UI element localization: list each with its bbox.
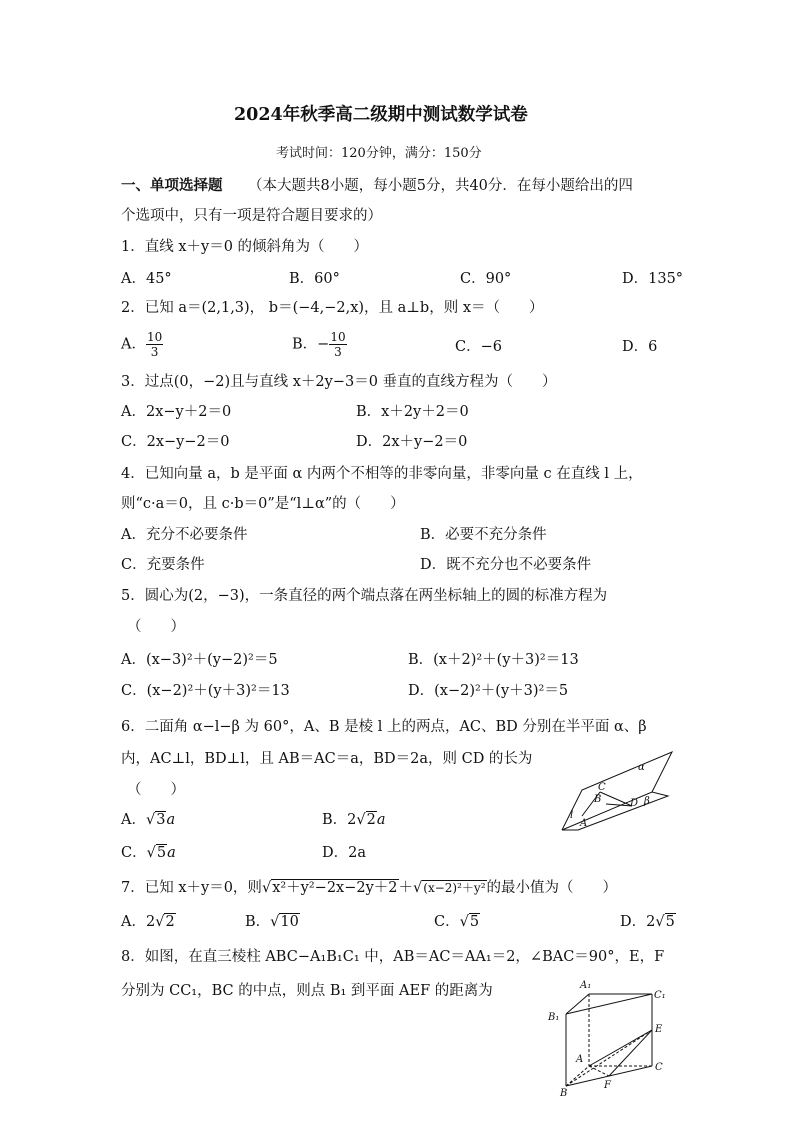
plus-sign: ＋	[398, 880, 414, 896]
q2-option-b-fraction	[329, 330, 346, 359]
var-a: a	[167, 845, 176, 861]
question-5-stem-cont: （ ）	[127, 619, 185, 635]
q7-option-a-label: A．2	[121, 914, 156, 930]
q1-option-a: A．45°	[121, 271, 172, 287]
q7-option-d-label: D．2	[620, 914, 656, 930]
q2-option-a-fraction	[146, 330, 163, 359]
radicand: 3	[156, 812, 166, 828]
q7-option-c-label: C．	[434, 914, 460, 930]
label-a1: A₁	[580, 980, 592, 991]
sqrt-sign: √	[459, 914, 469, 930]
q6-option-c	[121, 844, 176, 862]
question-6-stem-paren: （ ）	[127, 782, 185, 798]
question-6-stem: 6．二面角 α−l−β 为 60°，A、B 是棱 l 上的两点，AC、BD 分别在半平面 α、β	[121, 719, 647, 735]
q4-option-a: A．充分不必要条件	[121, 527, 248, 543]
label-c: C	[598, 782, 606, 793]
q6-option-b-label: B．2	[322, 812, 357, 828]
q6-option-b	[322, 811, 386, 829]
q4-option-c: C．充要条件	[121, 557, 205, 573]
q2-option-b-label: B．−	[292, 336, 330, 353]
segment-ef	[609, 1030, 652, 1076]
q5-option-d: D．(x−2)²＋(y＋3)²＝5	[408, 683, 569, 699]
numerator: 10	[330, 330, 346, 344]
label-l: l	[570, 810, 574, 821]
q7-option-c	[434, 913, 480, 931]
q3-option-b: B．x＋2y＋2＝0	[356, 404, 469, 420]
q7-stem-pre: 7．已知 x＋y＝0，则	[121, 880, 262, 896]
question-2-stem: 2．已知 a＝(2,1,3)， b＝(−4,−2,x)，且 a⊥b，则 x＝（ ）	[121, 300, 544, 316]
denominator: 3	[150, 345, 159, 359]
question-6-stem-cont: 内，AC⊥l，BD⊥l，且 AB＝AC＝a，BD＝2a，则 CD 的长为	[121, 751, 533, 767]
edge-b1-c1	[566, 994, 652, 1014]
exam-info: 考试时间：120分钟，满分：150分	[276, 146, 482, 161]
q1-option-b: B．60°	[289, 271, 340, 287]
label-e: E	[655, 1024, 663, 1035]
q6-option-a-label: A．	[121, 812, 146, 828]
radicand: 5	[665, 914, 675, 930]
dihedral-figure	[560, 752, 674, 832]
sqrt-sign: √	[413, 880, 423, 896]
q4-option-d: D．既不充分也不必要条件	[420, 557, 592, 573]
q5-option-a: A．(x−3)²＋(y−2)²＝5	[121, 652, 278, 668]
sqrt-sign: √	[146, 845, 156, 861]
q7-stem-post: 的最小值为（ ）	[486, 880, 618, 896]
q6-option-a	[121, 811, 175, 829]
q1-option-c: C．90°	[460, 271, 512, 287]
label-a: A	[576, 1054, 584, 1065]
q2-option-d: D．6	[622, 339, 658, 355]
label-a: A	[580, 818, 588, 829]
radicand: 10	[280, 914, 299, 930]
q3-option-d: D．2x＋y−2＝0	[356, 434, 468, 450]
q5-option-b: B．(x＋2)²＋(y＋3)²＝13	[408, 652, 579, 668]
prism-figure	[544, 978, 674, 1099]
label-d: D	[630, 798, 639, 809]
radicand: 2	[366, 812, 376, 828]
q7-option-b-label: B．	[245, 914, 271, 930]
sqrt-sign: √	[155, 914, 165, 930]
q1-option-d: D．135°	[622, 271, 684, 287]
q4-option-b: B．必要不充分条件	[420, 527, 547, 543]
q2-option-c: C．−6	[455, 339, 502, 355]
plane-alpha-edge	[562, 752, 672, 830]
sqrt-sign: √	[655, 914, 665, 930]
q6-option-d: D．2a	[322, 845, 366, 861]
section-heading: 一、单项选择题	[121, 177, 223, 194]
denominator: 3	[334, 345, 342, 359]
q3-option-c: C．2x−y−2＝0	[121, 434, 230, 450]
segment-cd	[600, 792, 632, 806]
label-c1: C₁	[654, 990, 666, 1001]
question-8-stem-cont: 分别为 CC₁，BC 的中点，则点 B₁ 到平面 AEF 的距离为	[121, 983, 493, 999]
q2-option-a	[121, 330, 163, 359]
label-b1: B₁	[548, 1012, 560, 1023]
q2-option-a-label: A．	[121, 336, 146, 353]
numerator: 10	[146, 330, 163, 344]
question-7-stem	[121, 879, 617, 897]
label-c: C	[655, 1062, 663, 1073]
label-f: F	[604, 1080, 611, 1091]
q6-option-c-label: C．	[121, 845, 147, 861]
section-instructions: （本大题共8小题，每小题5分，共40分．在每小题给出的四	[248, 178, 633, 194]
question-1-stem: 1．直线 x＋y＝0 的倾斜角为（ ）	[121, 239, 369, 255]
q7-option-a	[121, 913, 176, 931]
label-alpha: α	[638, 762, 645, 773]
sqrt-sign: √	[145, 812, 156, 828]
radicand: 5	[469, 914, 480, 930]
radicand: 5	[156, 845, 167, 861]
section-instructions-cont: 个选项中，只有一项是符合题目要求的）	[121, 208, 382, 224]
q3-option-a: A．2x−y＋2＝0	[121, 404, 232, 420]
question-4-stem: 4．已知向量 a，b 是平面 α 内两个不相等的非零向量，非零向量 c 在直线 l 上，	[121, 466, 643, 482]
radicand: 2	[165, 914, 175, 930]
var-a: a	[376, 812, 386, 828]
sqrt-sign: √	[270, 914, 280, 930]
question-4-stem-cont: 则“c·a＝0，且 c·b＝0”是“l⊥α”的（ ）	[121, 496, 405, 512]
question-8-stem: 8．如图，在直三棱柱 ABC−A₁B₁C₁ 中，AB＝AC＝AA₁＝2，∠BAC＝90°，E，F	[121, 949, 665, 965]
q7-option-b	[245, 913, 300, 931]
radicand-1: x²＋y²−2x−2y＋2	[272, 880, 398, 896]
segment-af	[589, 1066, 609, 1076]
segment-ae	[589, 1030, 652, 1066]
sqrt-sign: √	[356, 812, 366, 828]
var-a: a	[166, 812, 176, 828]
q2-option-b	[292, 330, 347, 359]
sqrt-sign: √	[261, 880, 272, 896]
q5-option-c: C．(x−2)²＋(y＋3)²＝13	[121, 683, 290, 699]
page-title: 2024年秋季高二级期中测试数学试卷	[234, 105, 528, 125]
label-b: B	[594, 794, 602, 805]
question-3-stem: 3．过点(0，−2)且与直线 x＋2y−3＝0 垂直的直线方程为（ ）	[121, 374, 557, 390]
radicand-2: (x−2)²＋y²	[423, 881, 486, 895]
label-beta: β	[644, 796, 650, 807]
question-5-stem: 5．圆心为(2，−3)，一条直径的两个端点落在两坐标轴上的圆的标准方程为	[121, 588, 608, 604]
label-b: B	[560, 1088, 568, 1099]
q7-option-d	[620, 913, 676, 931]
